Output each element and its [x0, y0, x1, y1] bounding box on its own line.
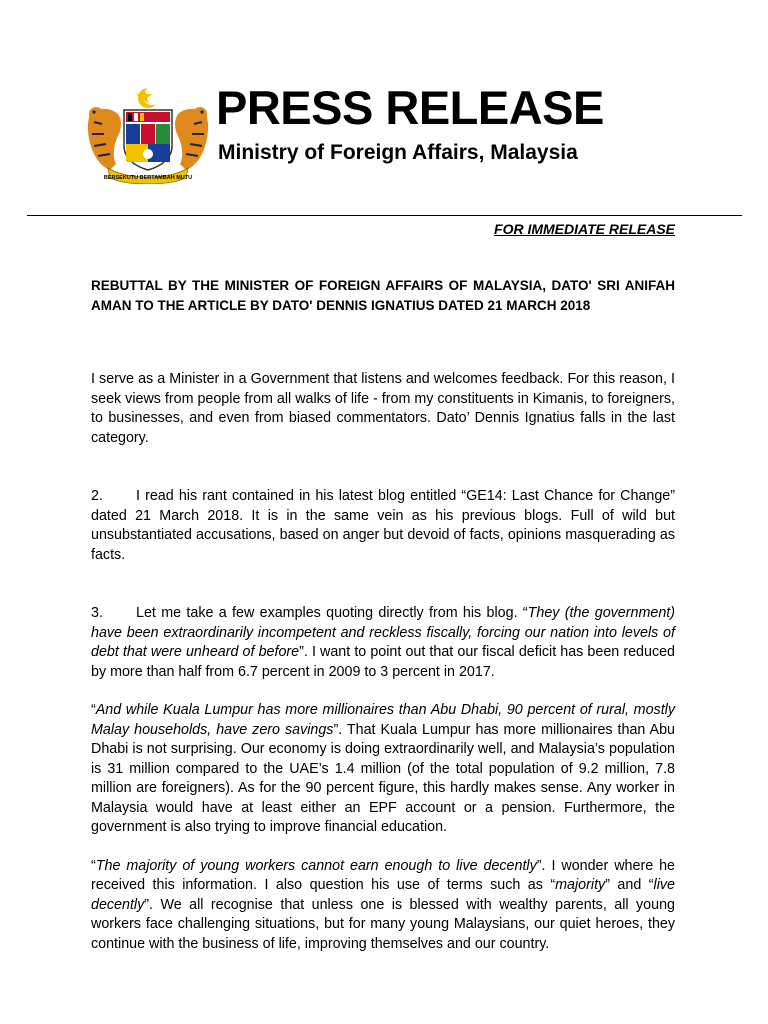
paragraph-5 — [91, 857, 675, 955]
paragraph-quote: And while Kuala Lumpur has more millionaires than Abu Dhabi, 90 percent of rural, mostly Malay households, have zero savings — [91, 702, 675, 738]
term-majority: majority — [555, 877, 606, 893]
coat-of-arms-logo — [82, 84, 214, 184]
right-tiger-icon — [175, 107, 208, 170]
paragraph-text: ”. We all recognise that unless one is blessed with wealthy parents, all young workers face challenging situations, but for many young Malaysians, our quiet heroes, they continue with the business of life, improving themselves and our country. — [91, 896, 675, 952]
paragraph-quote: They (the government) have been extraordinarily incompetent and reckless fiscally, forcing our nation into levels of debt that were unheard of before — [91, 605, 676, 660]
open-quote: “ — [91, 857, 96, 874]
paragraph-number: 2. — [91, 488, 103, 504]
paragraph-text: ” and “ — [605, 877, 654, 893]
left-tiger-icon — [88, 107, 121, 170]
term-live-decently: live decently — [91, 877, 675, 913]
paragraph-3 — [91, 604, 675, 682]
open-quote: “ — [91, 702, 96, 718]
paragraph-text: I read his rant contained in his latest blog entitled “GE14: Last Chance for Change” dated 21 March 2018. It is in the same vein as his previous blogs. Full of wild but unsubstantiated accusations, based on anger but devoid of facts, opinions masquerading as facts. — [91, 488, 675, 563]
paragraph-number: 3. — [91, 605, 103, 621]
paragraph-intro: I serve as a Minister in a Government that listens and welcomes feedback. For this reason, I seek views from people from all walks of life - from my constituents in Kimanis, to foreigners, to businesses, and even from biased commentators. Dato’ Dennis Ignatius falls in the last category. — [91, 371, 676, 446]
paragraph-quote: The majority of young workers cannot earn enough to live decently — [95, 857, 537, 874]
paragraph-4 — [91, 701, 675, 838]
shield-icon — [124, 110, 172, 170]
document-heading: REBUTTAL BY THE MINISTER OF FOREIGN AFFAIRS OF MALAYSIA, DATO' SRI ANIFAH AMAN TO THE ARTICLE BY DATO' DENNIS IGNATIUS DATED 21 MARCH 2018 — [91, 278, 675, 313]
paragraph-text: ”. I want to point out that our fiscal deficit has been reduced by more than half from 6.7 percent in 2009 to 3 percent in 2017. — [91, 644, 675, 680]
crescent-star-icon — [136, 87, 161, 108]
release-tag: FOR IMMEDIATE RELEASE — [494, 221, 675, 237]
crest-motto: BERSEKUTU BERTAMBAH MUTU — [103, 175, 193, 181]
paragraph-text: ”. I wonder where he received this information. I also question his use of terms such as “ — [91, 857, 676, 893]
paragraph-2 — [91, 487, 675, 565]
paragraph-text: ”. That Kuala Lumpur has more millionaires than Abu Dhabi is not surprising. Our economy is doing extraordinarily well, and Malaysia’s population is 31 million compared to the UAE’s 1.4 million (of the total population of 9.2 million, 7.8 million are foreigners). As for the 90 percent figure, this hardly makes sense. Any worker in Malaysia would have at least either an EPF account or a pension. Furthermore, the government is also trying to improve financial education. — [91, 721, 676, 835]
paragraph-lead: Let me take a few examples quoting directly from his blog. “ — [136, 605, 528, 621]
header-divider — [27, 215, 742, 216]
document-body — [91, 276, 675, 954]
ministry-name: Ministry of Foreign Affairs, Malaysia — [218, 141, 578, 164]
page-title: PRESS RELEASE — [216, 81, 604, 134]
